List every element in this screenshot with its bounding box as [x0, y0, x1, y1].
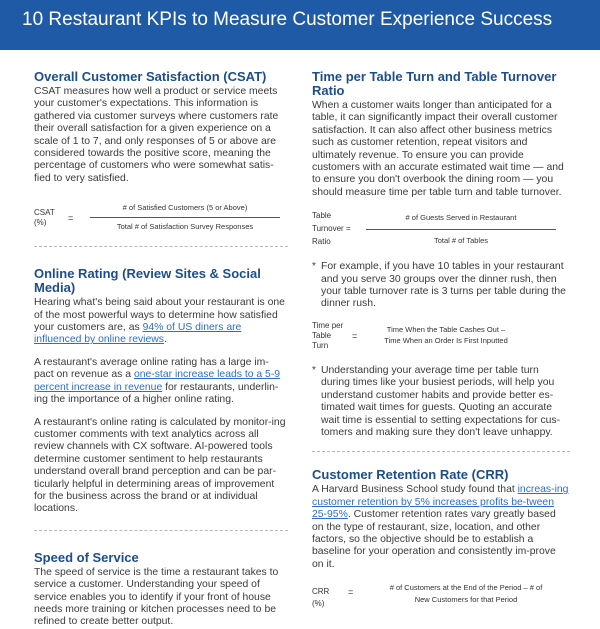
- crr-body-text: A Harvard Business School study found that: [312, 484, 518, 496]
- online-rating-p2-end: for restaurants, underlin-ing the importance of a higher online rating.: [34, 381, 279, 406]
- time-per-turn-label-line1: Time per: [312, 320, 344, 330]
- crr-formula: [312, 583, 570, 609]
- speed-section: [34, 551, 288, 629]
- csat-fraction: [90, 203, 280, 232]
- section-divider: [34, 530, 288, 531]
- csat-formula: [34, 203, 288, 232]
- crr-equals: =: [348, 587, 354, 598]
- csat-body: CSAT measures how well a product or service meets your customer's expectations. This information is gathered via customer surveys where customers rate their overall satisfaction for a given experience on a scale of 1 to 7, and only responses of 5 or above are considered towards the positive score, meaning the percentage of customers who were somewhat satis-fied to very satisfied.: [34, 86, 279, 184]
- revenue-increase-link[interactable]: one-star increase leads to a 5-9 percent increase in revenue: [34, 369, 281, 393]
- time-per-turn-denominator: Time When an Order Is First Inputted: [384, 336, 508, 346]
- table-turn-note-2: [312, 365, 570, 439]
- table-turn-section: [312, 70, 570, 439]
- crr-numerator-line2: New Customers for that Period: [414, 595, 518, 605]
- table-turnover-formula: [312, 211, 570, 247]
- online-rating-heading: Online Rating (Review Sites & Social Media): [34, 266, 261, 296]
- csat-formula-label-unit: (%): [34, 217, 47, 227]
- turnover-fraction: [366, 213, 556, 246]
- online-rating-paragraph-2: [34, 357, 288, 407]
- turnover-label-line3: Ratio: [312, 237, 331, 247]
- crr-body-end: . Customer retention rates vary greatly based on the type of restaurant, size, location, and other factors, so the objective should be to establish a baseline for your operation and consistently im-prove on it.: [312, 509, 556, 570]
- fraction-bar: [90, 217, 280, 218]
- note-asterisk: *: [312, 261, 316, 273]
- crr-numerator-line1: # of Customers at the End of the Period – # of: [389, 583, 543, 593]
- online-rating-p1-text: Hearing what's being said about your restaurant is one of the most powerful ways to determine how satisfied your customers are, as: [34, 297, 285, 334]
- table-turn-heading: Time per Table Turn and Table Turnover Ratio: [312, 69, 557, 98]
- time-per-turn-equals: =: [352, 330, 358, 341]
- csat-formula-label: CSAT: [34, 207, 55, 217]
- online-rating-paragraph-3: A restaurant's online rating is calculated by monitor-ing customer comments with text analytics across all review channels with CX software. AI-powered tools determine customer sentiment to help restaurants understand overall brand perception and can be par-ticularly helpful in determining areas of improvement for the business across the brand or at individual locations.: [34, 416, 286, 515]
- speed-heading: Speed of Service: [34, 549, 139, 565]
- fraction-bar: [366, 229, 556, 230]
- csat-heading: Overall Customer Satisfaction (CSAT): [34, 69, 267, 84]
- table-turn-note-1: [312, 261, 570, 311]
- csat-section: [34, 70, 288, 232]
- table-turn-body: When a customer waits longer than anticipated for a table, it can significantly impact their overall customer satisfaction. It can also affect other business metrics such as customer retention, repeat visitors and ultimately revenue. To ensure you can provide customers with an accurate estimated wait time — and to ensure you don't overbook the dining room — you should measure time per table turn and table turnover.: [312, 100, 564, 198]
- note-2-text: Understanding your average time per table turn during times like your busiest periods, will help you understand customer habits and provide better es-timated wait times for guests. Quoting an accurate wait time is essential to setting expectations for cus-tomers and making sure they don't leave unhappy.: [321, 364, 561, 438]
- note-1-text: For example, if you have 10 tables in your restaurant and you serve 30 groups over the dinner rush, then your table turnover rate is 3 turns per table during the dinner rush.: [321, 261, 566, 310]
- online-rating-section: [34, 267, 288, 516]
- csat-numerator: # of Satisfied Customers (5 or Above): [122, 203, 248, 213]
- online-rating-p2-text: A restaurant's average online rating has a large im-pact on revenue as a: [34, 356, 269, 381]
- turnover-denominator: Total # of Tables: [433, 235, 489, 245]
- turnover-numerator: # of Guests Served in Restaurant: [405, 212, 517, 222]
- time-per-turn-formula: [312, 321, 570, 351]
- crr-body: [312, 484, 570, 571]
- turnover-label-line2: Turnover =: [312, 224, 351, 234]
- csat-formula-equals: =: [68, 212, 74, 223]
- online-rating-p1-end: .: [163, 334, 167, 346]
- customer-retention-link[interactable]: increas-ing customer retention by 5% increases profits be-tween 25-95%: [312, 484, 569, 521]
- crr-label: CRR: [312, 587, 330, 597]
- crr-label-unit: (%): [312, 599, 325, 609]
- online-reviews-link[interactable]: 94% of US diners are influenced by online reviews: [34, 322, 242, 346]
- csat-denominator: Total # of Satisfaction Survey Responses: [116, 222, 254, 232]
- right-column: [312, 70, 570, 609]
- section-divider: [312, 451, 570, 452]
- note-asterisk: *: [312, 364, 316, 376]
- section-divider: [34, 246, 288, 247]
- time-per-turn-fraction: [366, 325, 526, 346]
- crr-heading: Customer Retention Rate (CRR): [312, 467, 509, 483]
- time-per-turn-numerator: Time When the Table Cashes Out –: [386, 325, 506, 335]
- turnover-label-line1: Table: [312, 211, 332, 221]
- time-per-turn-label-line2: Table: [312, 330, 332, 340]
- crr-fraction: [366, 583, 566, 605]
- left-column: [34, 70, 288, 629]
- speed-body: The speed of service is the time a restaurant takes to service a customer. Understanding your speed of service enables you to identify if your front of house needs more training or kitchen processes need to be refined to create better output.: [34, 566, 279, 628]
- online-rating-paragraph-1: [34, 297, 288, 347]
- crr-section: [312, 468, 570, 609]
- time-per-turn-label-line3: Turn: [312, 340, 329, 350]
- page-title: 10 Restaurant KPIs to Measure Customer Experience Success: [22, 9, 553, 30]
- page-header: [0, 0, 600, 50]
